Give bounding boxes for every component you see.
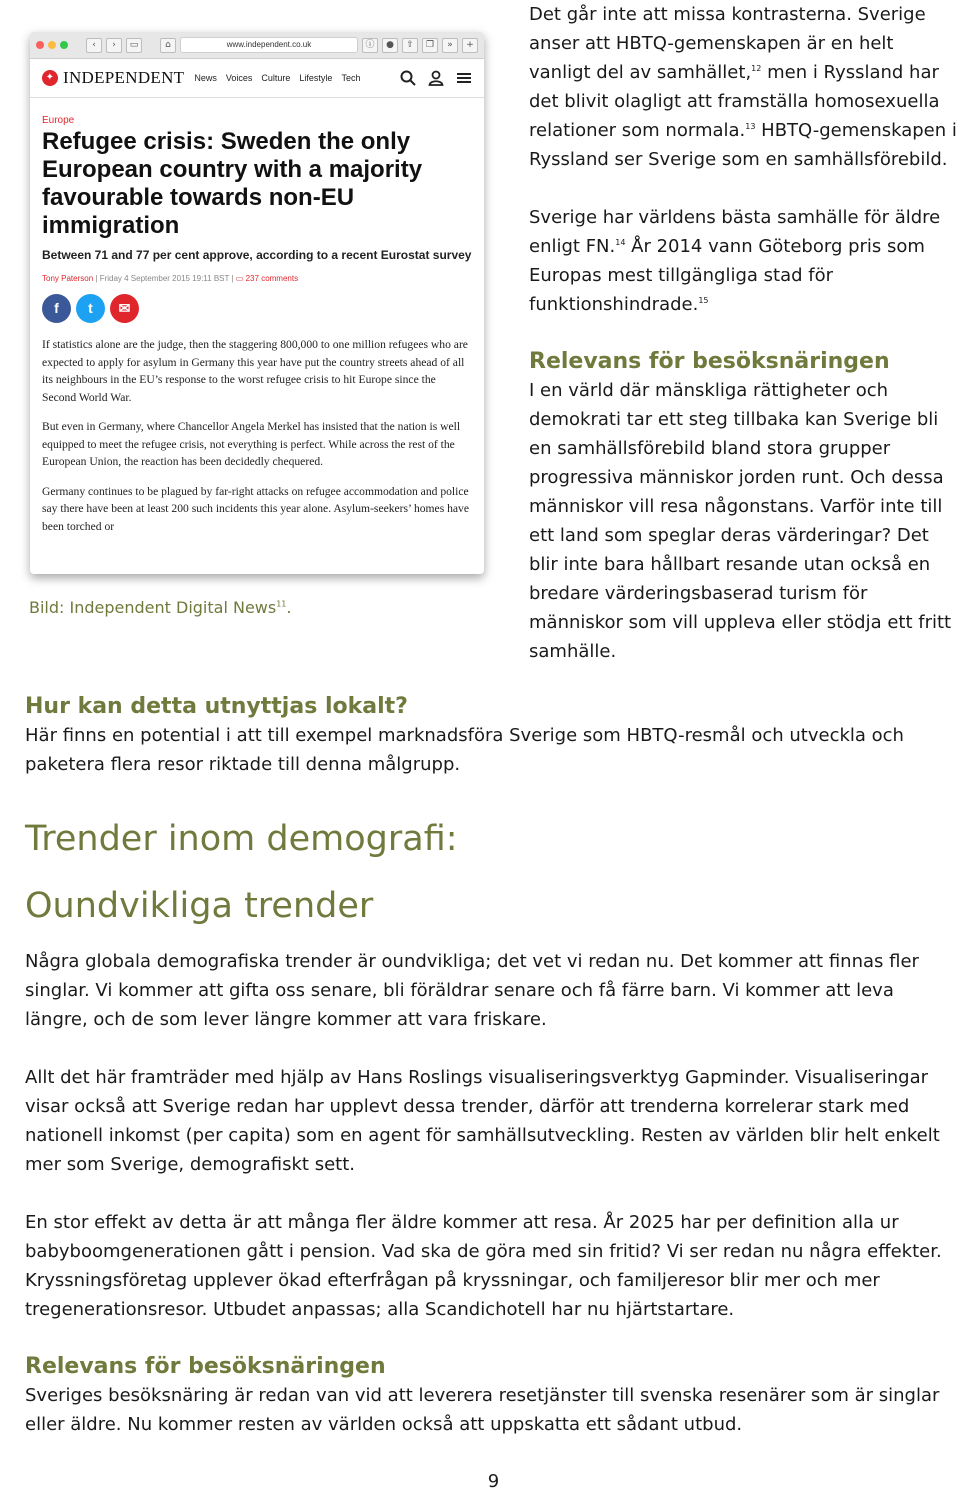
- article-paragraph: But even in Germany, where Chancellor Angela Merkel has insisted that the nation is well equipped to meet the refugee crisis, not everything is perfect. While across the rest of the European Union, the reaction has been decidedly chequered.: [42, 420, 461, 468]
- site-nav: [30, 59, 484, 98]
- tabs-icon: ❐: [422, 38, 438, 53]
- comments-label: comments: [261, 274, 299, 283]
- facebook-icon: f: [42, 294, 71, 323]
- minimize-dot-icon: [48, 41, 56, 49]
- page-number: 9: [487, 1471, 500, 1492]
- new-tab-icon: +: [462, 38, 478, 53]
- footnote-14: 14: [615, 238, 626, 247]
- logo-text: INDEPENDENT: [63, 68, 185, 87]
- nav-news: News: [194, 73, 217, 83]
- info-icon: ⓘ: [362, 38, 378, 53]
- demography-section: [25, 818, 960, 1439]
- text: men i Ryssland har det blivit olagligt att framställa homosexuella relationer som normala.: [529, 62, 940, 141]
- search-icon: [400, 70, 416, 86]
- more-icon: »: [442, 38, 458, 53]
- byline: Tony Paterson | Friday 4 September 2015 19:11 BST | ▭ 237 comments: [42, 274, 299, 283]
- section-heading-relevance: Relevans för besöksnäringen: [529, 349, 890, 374]
- menu-icon: [456, 70, 472, 86]
- footnote-15: 15: [698, 296, 709, 305]
- article-paragraph: If statistics alone are the judge, then the staggering 800,000 to one million refugees who are expected to apply for asylum in Germany this year have put the country streets ahead of all its neighbours in the EU’s response to the worst refugee crisis to hit Europe since the Second World War.: [42, 338, 468, 404]
- text: Det går inte att missa kontrasterna. Sverige anser att HBTQ-gemenskapen är en helt vanligt del av samhället,: [529, 4, 926, 83]
- back-icon: ‹: [86, 38, 102, 53]
- site-logo: [42, 68, 184, 88]
- paragraph-local: Här finns en potential i att till exempel marknadsföra Sverige som HBTQ-resmål och utveckla och paketera flera resor riktade till denna målgrupp.: [25, 725, 904, 775]
- author: Tony Paterson: [42, 274, 94, 283]
- section-label: Europe: [42, 115, 75, 126]
- right-column: [529, 0, 960, 666]
- maximize-dot-icon: [60, 41, 68, 49]
- caption-footnote: 11: [276, 599, 287, 609]
- image-caption: [29, 598, 292, 617]
- browser-chrome: [30, 32, 484, 59]
- text: HBTQ-gemenskapen i Ryssland ser Sverige som en samhällsförebild.: [529, 120, 957, 170]
- paragraph-elderly-travel: En stor effekt av detta är att många fler äldre kommer att resa. År 2025 har per definition alla ur babyboomgenerationen gått i pension. Vad ska de göra med sin fritid? Vi ser redan nu några effekter. Kryssningsföretag upplever ökad efterfrågan på kryssningar, och familjeresor blir mer och mer tregenerationsresor. Utbudet anpassas; alla Scandichotell har nu hjärtstartare.: [25, 1212, 942, 1320]
- share-icon: ⇧: [402, 38, 418, 53]
- article-body: [42, 336, 472, 535]
- footnote-13: 13: [745, 122, 756, 131]
- paragraph-relevance: I en värld där mänskliga rättigheter och demokrati tar ett steg tillbaka kan Sverige bli en samhällsförebild bland stora grupper progressiva människor jorden runt. Och dessa människor vill resa någonstans. Varför inte till ett land som speglar deras värderingar? Det blir inte bara hållbart resande utan också en bredare värderingsbaserad turism för människor som vill uppleva eller stödja ett fritt samhälle.: [529, 380, 952, 662]
- twitter-icon: t: [76, 294, 105, 323]
- extension-icon: ●: [382, 38, 398, 53]
- paragraph-trends: Några globala demografiska trender är oundvikliga; det vet vi redan nu. Det kommer att finnas fler singlar. Vi kommer att gifta oss senare, bli föräldrar senare och få färre barn. Vi kommer att leva längre, och de som lever längre kommer att vara friskare.: [25, 951, 919, 1030]
- footnote-12: 12: [751, 64, 762, 73]
- article-headline: Refugee crisis: Sweden the only European country with a majority favourable towards non-EU immigration: [42, 128, 423, 239]
- nav-voices: Voices: [225, 73, 253, 83]
- article-screenshot: [30, 32, 484, 574]
- article-paragraph: Germany continues to be plagued by far-right attacks on refugee accommodation and police say there have been at least 200 such incidents this year alone. Asylum-seekers’ homes have been torched or: [42, 484, 470, 533]
- comments-count: 237: [245, 274, 259, 283]
- share-buttons: [42, 294, 472, 323]
- local-section: [25, 693, 960, 779]
- section-heading-relevance-2: Relevans för besöksnäringen: [25, 1354, 386, 1379]
- paragraph-contrasts: [529, 0, 960, 174]
- forward-icon: ›: [106, 38, 122, 53]
- user-icon: [428, 70, 444, 86]
- paragraph-gapminder: Allt det här framträder med hjälp av Hans Roslings visualiseringsverktyg Gapminder. Visualiseringar visar också att Sverige redan har upplevt dessa trender, därför att trenderna korrelerar stark med nationell inkomst (per capita) som en agent för samhällsutveckling. Resten av världen blir helt enkelt mer som Sverige, demografiskt sett.: [25, 1067, 940, 1175]
- eagle-icon: ✦: [42, 70, 58, 86]
- date: Friday 4 September 2015 19:11 BST: [99, 274, 230, 283]
- email-icon: ✉: [110, 294, 139, 323]
- close-dot-icon: [36, 41, 44, 49]
- paragraph-elderly: [529, 203, 960, 319]
- comment-icon: ▭: [235, 274, 244, 283]
- caption-end: .: [286, 598, 292, 617]
- section-heading-local: Hur kan detta utnyttjas lokalt?: [25, 694, 408, 719]
- home-icon: ⌂: [160, 38, 176, 53]
- nav-tech: Tech: [341, 73, 361, 83]
- text: Sverige har världens bästa samhälle för äldre enligt FN.: [529, 207, 941, 257]
- address-bar: www.independent.co.uk: [180, 37, 358, 53]
- nav-culture: Culture: [261, 73, 291, 83]
- nav-icons: [400, 70, 472, 86]
- article-standfirst: Between 71 and 77 per cent approve, according to a recent Eurostat survey: [42, 248, 472, 262]
- article: [30, 115, 484, 535]
- caption-text: Bild: Independent Digital News: [29, 598, 277, 617]
- nav-links: [194, 73, 360, 83]
- page-subtitle: Oundvikliga trender: [25, 886, 374, 926]
- sidebar-icon: ▭: [126, 38, 142, 53]
- nav-lifestyle: Lifestyle: [299, 73, 333, 83]
- page-title: Trender inom demografi:: [25, 819, 458, 859]
- text: År 2014 vann Göteborg pris som Europas mest tillgängliga stad för funktionshindrade.: [529, 236, 925, 315]
- paragraph-relevance-2: Sveriges besöksnäring är redan van vid att leverera resetjänster till svenska resenärer som är singlar eller äldre. Nu kommer resten av världen också att uppskatta ett sådant utbud.: [25, 1385, 940, 1435]
